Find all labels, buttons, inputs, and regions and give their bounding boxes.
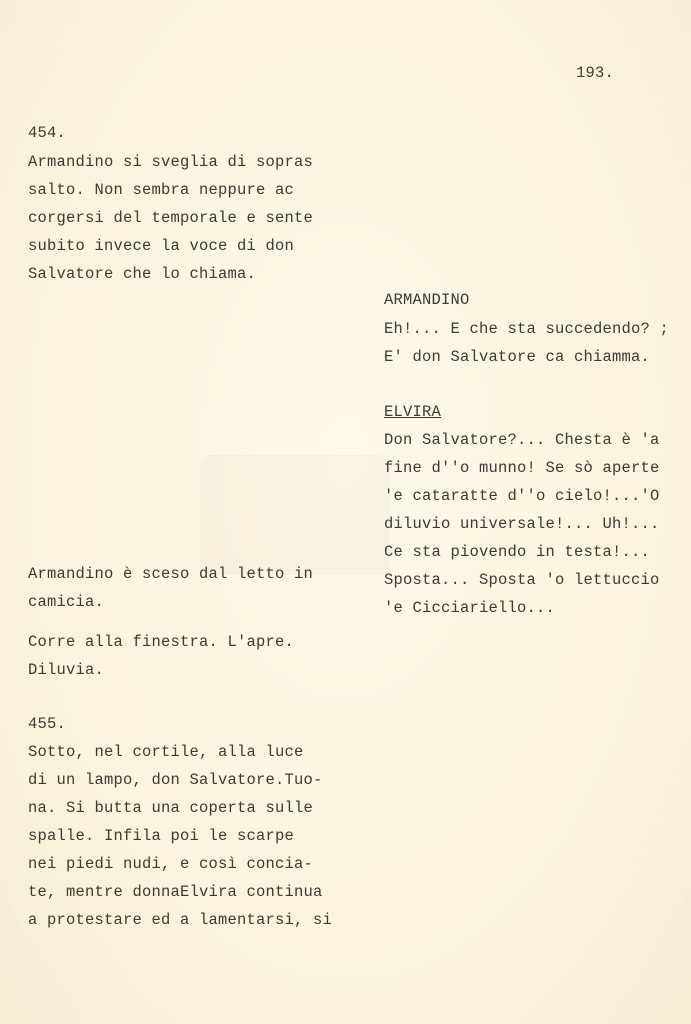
scene-454-line: Salvatore che lo chiama. — [28, 265, 257, 283]
elvira-dialogue-line: Don Salvatore?... Chesta è 'a — [384, 431, 660, 449]
action-line: Armandino è sceso dal letto in — [28, 565, 314, 583]
armandino-dialogue-line: Eh!... E che sta succedendo? ; — [384, 320, 670, 338]
scene-454-line: subito invece la voce di don — [28, 237, 295, 255]
action-line: Corre alla finestra. L'apre. — [28, 633, 295, 651]
elvira-dialogue-line: 'e cataratte d''o cielo!...'O — [384, 487, 660, 505]
scene-455-line: di un lampo, don Salvatore.Tuo- — [28, 771, 323, 789]
action-line: camicia. — [28, 593, 105, 611]
scene-454-line: Armandino si sveglia di sopras — [28, 153, 314, 171]
scene-number-455: 455. — [28, 715, 67, 733]
elvira-dialogue-line: 'e Cicciariello... — [384, 599, 556, 617]
action-line: Diluvia. — [28, 661, 105, 679]
page-number: 193. — [576, 64, 615, 82]
elvira-dialogue-line: fine d''o munno! Se sò aperte — [384, 459, 660, 477]
scene-number-454: 454. — [28, 124, 67, 142]
scene-455-line: nei piedi nudi, e così concia- — [28, 855, 314, 873]
elvira-dialogue-line: Sposta... Sposta 'o lettuccio — [384, 571, 660, 589]
scene-455-line: te, mentre donnaElvira continua — [28, 883, 323, 901]
scene-454-line: corgersi del temporale e sente — [28, 209, 314, 227]
speaker-elvira: ELVIRA — [384, 403, 442, 421]
elvira-dialogue-line: diluvio universale!... Uh!... — [384, 515, 660, 533]
elvira-dialogue-line: Ce sta piovendo in testa!... — [384, 543, 651, 561]
scene-455-line: a protestare ed a lamentarsi, si — [28, 911, 333, 929]
scene-455-line: spalle. Infila poi le scarpe — [28, 827, 295, 845]
speaker-armandino: ARMANDINO — [384, 291, 470, 309]
scene-454-line: salto. Non sembra neppure ac — [28, 181, 295, 199]
bleed-through-mark — [200, 455, 390, 575]
armandino-dialogue-line: E' don Salvatore ca chiamma. — [384, 348, 651, 366]
scene-455-line: Sotto, nel cortile, alla luce — [28, 743, 304, 761]
scene-455-line: na. Si butta una coperta sulle — [28, 799, 314, 817]
